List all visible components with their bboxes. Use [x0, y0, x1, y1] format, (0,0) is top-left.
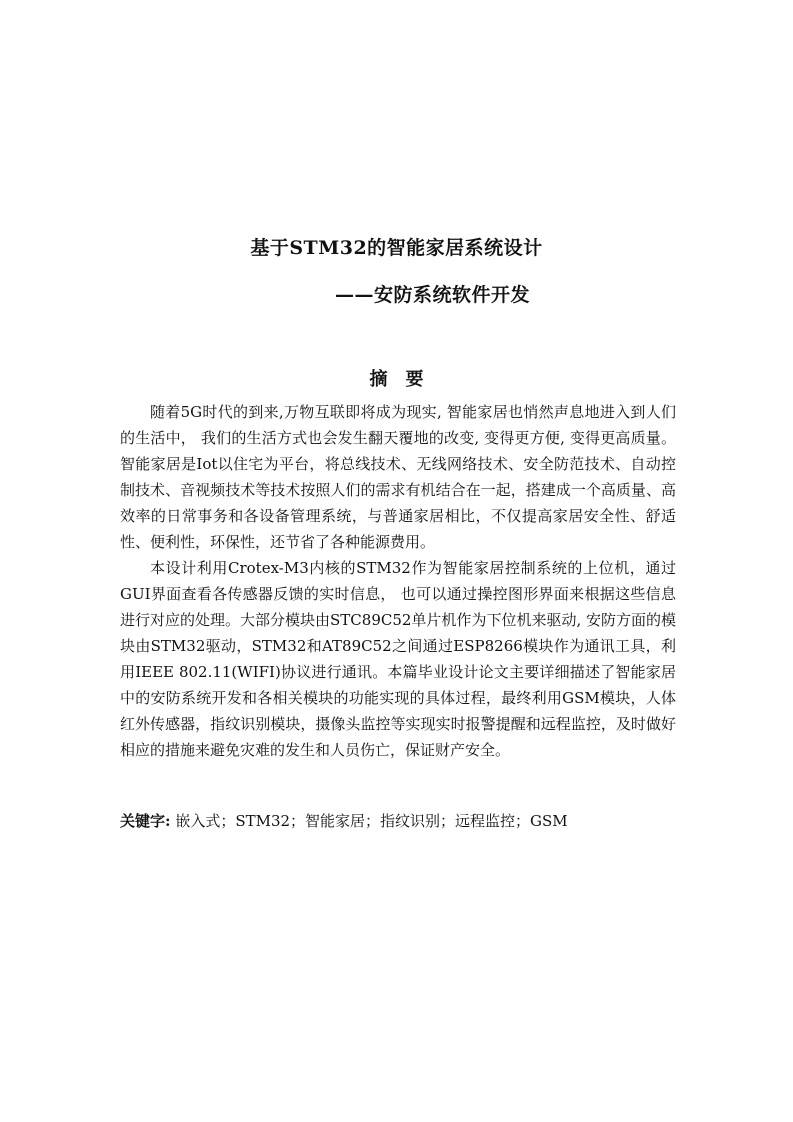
abstract-heading: 摘要	[369, 369, 442, 390]
keywords-value: 嵌入式；STM32；智能家居；指纹识别；远程监控；GSM	[170, 812, 568, 830]
abstract-paragraph-1: 随着5G时代的到来,万物互联即将成为现实, 智能家居也悄然声息地进入到人们的生活中， 我们的生活方式也会发生翻天覆地的改变, 变得更方便, 变得更高质量。智能家居是Iot以住宅为平台，将总线技术、无线网络技术、安全防范技术、自动控制技术、音视频技术等技术按照人们的需求有机结合在一起，搭建成一个高质量、高效率的日常事务和各设备管理系统，与普通家居相比，不仅提高家居安全性、舒适性、便利性，环保性，还节省了各种能源费用。	[120, 403, 676, 551]
paper-title: 基于STM32的智能家居系统设计	[250, 237, 543, 259]
keywords-line	[120, 808, 676, 834]
abstract-paragraph-2: 本设计利用Crotex-M3内核的STM32作为智能家居控制系统的上位机，通过GUI界面查看各传感器反馈的实时信息， 也可以通过操控图形界面来根据这些信息进行对应的处理。大部分模块由STC89C52单片机作为下位机来驱动, 安防方面的模块由STM32驱动，STM32和AT89C52之间通过ESP8266模块作为通讯工具，利用IEEE 802.11(WIFI)协议进行通讯。本篇毕业设计论文主要详细描述了智能家居中的安防系统开发和各相关模块的功能实现的具体过程，最终利用GSM模块，人体红外传感器，指纹识别模块，摄像头监控等实现实时报警提醒和远程监控，及时做好相应的措施来避免灾难的发生和人员伤亡，保证财产安全。	[120, 559, 676, 759]
abstract-body	[120, 399, 676, 763]
keywords-label: 关键字:	[120, 812, 171, 830]
paper-subtitle: ——安防系统软件开发	[335, 284, 531, 306]
